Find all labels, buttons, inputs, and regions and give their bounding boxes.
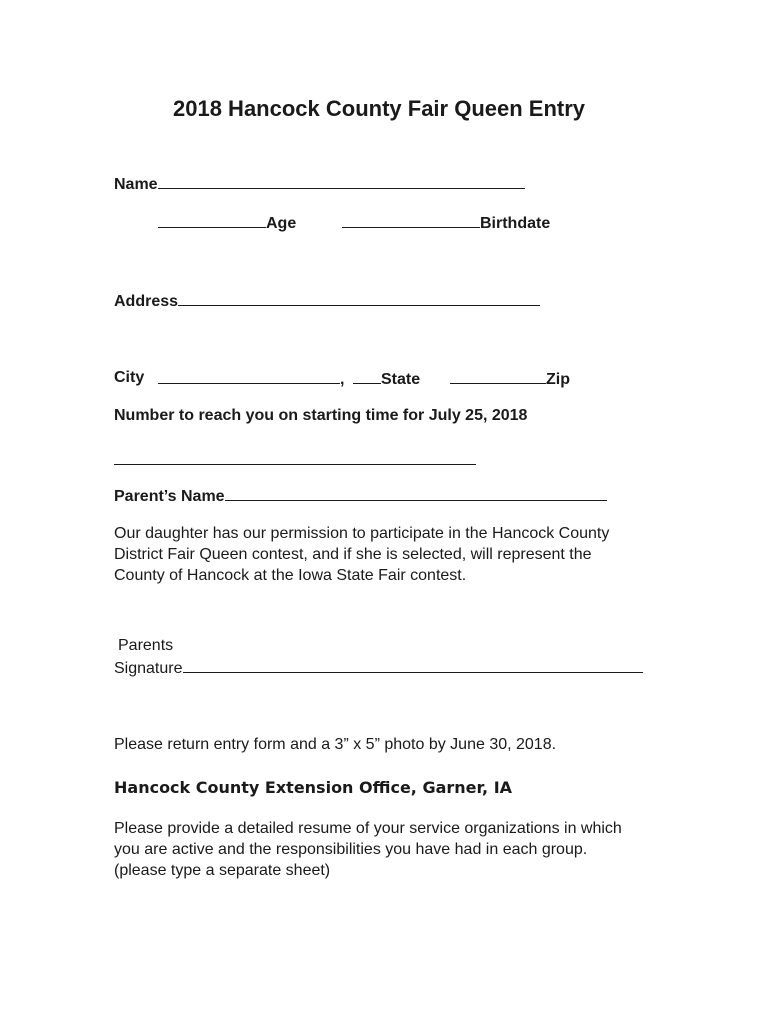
state-field: [353, 369, 420, 389]
parents-name-input-line[interactable]: [225, 486, 607, 501]
name-label: Name: [114, 176, 158, 193]
state-label: State: [381, 371, 421, 388]
zip-field: [450, 369, 570, 389]
city-input-line[interactable]: [158, 369, 340, 384]
city-label: City: [114, 369, 145, 386]
parents-name-row: [114, 486, 607, 506]
office-name: Hancock County Extension Office, Garner, IA: [114, 778, 513, 797]
age-input-line[interactable]: [158, 213, 266, 228]
city-row: [114, 369, 144, 387]
city-field: [158, 369, 344, 389]
state-input-line[interactable]: [353, 369, 381, 384]
signature-label-line2: Signature: [114, 660, 183, 677]
address-input-line[interactable]: [178, 291, 540, 306]
birthdate-input-line[interactable]: [342, 213, 480, 228]
signature-row: [114, 658, 643, 678]
phone-prompt: Number to reach you on starting time for July 25, 2018: [114, 407, 528, 424]
zip-label: Zip: [546, 371, 570, 388]
age-row: [158, 213, 296, 233]
parents-name-label: Parent’s Name: [114, 488, 225, 505]
resume-instructions: Please provide a detailed resume of your service organizations in which you are active and the responsibilities you have had in each group. (please type a separate sheet): [114, 820, 622, 879]
permission-statement: Our daughter has our permission to participate in the Hancock County District Fair Queen contest, and if she is selected, will represent the County of Hancock at the Iowa State Fair contest.: [114, 525, 610, 584]
birthdate-label: Birthdate: [480, 215, 551, 232]
zip-input-line[interactable]: [450, 369, 546, 384]
return-instructions: Please return entry form and a 3” x 5” photo by June 30, 2018.: [114, 736, 557, 753]
address-label: Address: [114, 293, 179, 310]
name-input-line[interactable]: [158, 174, 525, 189]
signature-input-line[interactable]: [183, 658, 643, 673]
phone-row: [114, 450, 476, 470]
age-label: Age: [266, 215, 297, 232]
page-title: 2018 Hancock County Fair Queen Entry: [173, 96, 586, 121]
name-row: [114, 174, 525, 194]
birthdate-row: [342, 213, 550, 233]
phone-input-line[interactable]: [114, 450, 476, 465]
state-separator: ,: [340, 371, 345, 388]
signature-label-line1: Parents: [118, 637, 174, 654]
address-row: [114, 291, 540, 311]
